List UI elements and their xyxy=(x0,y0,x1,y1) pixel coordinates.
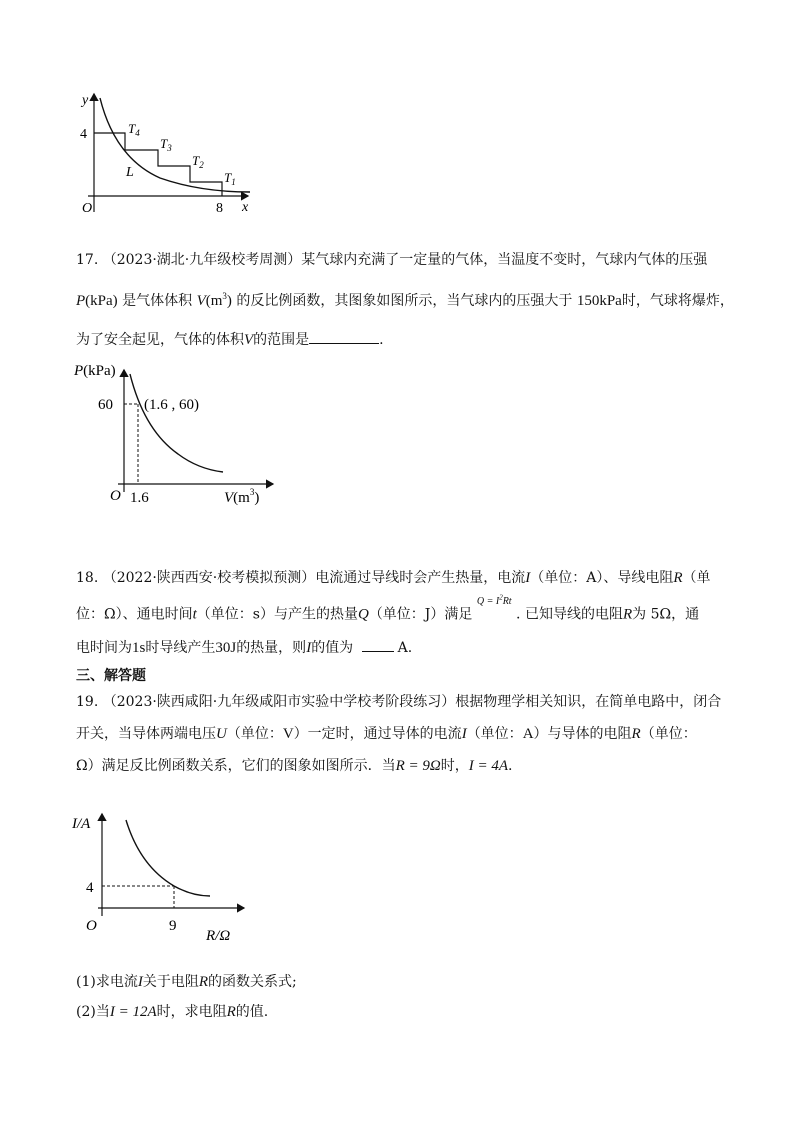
x-tick-9: 9 xyxy=(169,918,177,934)
q17-number: 17. xyxy=(76,252,99,268)
q19-I: I xyxy=(461,726,467,742)
q18-text2c: （单位：J）满足 xyxy=(368,606,473,623)
label-T3: $T_3$ xyxy=(160,136,172,153)
q18-heat: 30J xyxy=(215,640,237,656)
q19-part1-R: R xyxy=(198,974,209,990)
q17-line2 xyxy=(76,286,734,311)
q18-line1 xyxy=(76,568,711,588)
q19-text2c: ）一定时，通过导体的电流 xyxy=(293,726,462,742)
q19-U: U xyxy=(216,726,227,742)
q18-text3d: 的值为 xyxy=(311,640,354,656)
y-axis-label: P(kPa) xyxy=(74,363,116,379)
q18-text1c: （单 xyxy=(682,570,711,586)
q19-text2f: （单位： xyxy=(640,726,697,742)
q19-V-unit: V xyxy=(282,726,294,742)
q19-R: R xyxy=(631,726,641,742)
curve-L-label: L xyxy=(126,165,134,180)
q18-text2e: 为 5Ω，通 xyxy=(632,606,700,623)
q17-text3a: 为了安全起见，气体的体积 xyxy=(76,332,244,348)
q19-part2-c: 的值. xyxy=(235,1004,269,1020)
q18-line2 xyxy=(76,594,700,626)
q18-text3e: A. xyxy=(397,640,413,656)
q18-line3 xyxy=(76,638,412,658)
q19-part1-a: 求电流 xyxy=(95,974,138,990)
q19-text3a: Ω）满足反比例函数关系，它们的图象如图所示．当 xyxy=(76,758,396,774)
point-label: (1.6 , 60) xyxy=(144,397,199,413)
q18-I2: I xyxy=(306,640,312,656)
x-axis-label: x xyxy=(242,200,249,215)
y-tick-60: 60 xyxy=(98,397,113,413)
label-T1: $T_1$ xyxy=(224,170,236,187)
q18-Q: Q xyxy=(357,606,369,623)
q19-text3c: . xyxy=(508,758,513,774)
q18-text2a: 位：Ω）、通电时间 xyxy=(76,606,193,623)
q19-text1a: 根据物理学相关知识，在简单电路中，闭合 xyxy=(455,694,722,710)
q19-cond1: R = 9Ω xyxy=(395,758,441,774)
origin-label: O xyxy=(110,488,121,504)
q18-answer-blank[interactable] xyxy=(362,639,394,652)
q18-t: t xyxy=(192,606,197,623)
q18-text2b: （单位：s）与产生的热量 xyxy=(196,606,358,623)
origin-label: O xyxy=(86,918,97,934)
q19-part1-c: 的函数关系式; xyxy=(208,974,297,990)
inverse-curve xyxy=(130,374,223,472)
q19-part2-num: (2) xyxy=(76,1004,96,1020)
graph-17 xyxy=(68,360,298,510)
inverse-curve xyxy=(126,820,210,896)
y-axis-label: I/A xyxy=(72,816,91,832)
q18-text1b: （单位：A）、导线电阻 xyxy=(530,570,674,586)
q19-text2a: 开关，当导体两端电压 xyxy=(76,726,216,742)
q19-line2 xyxy=(76,724,697,744)
q17-text3b: 的范围是 xyxy=(253,332,310,348)
q17-text1: 某气球内充满了一定量的气体，当温度不变时，气球内气体的压强 xyxy=(301,252,708,268)
q17-pressure: 150kPa xyxy=(576,293,622,309)
q18-text3c: 的热量，则 xyxy=(236,640,307,656)
y-tick-4: 4 xyxy=(80,127,87,142)
label-T2: $T_2$ xyxy=(192,153,204,170)
q19-text2e: ）与导体的电阻 xyxy=(533,726,632,742)
q17-period: . xyxy=(379,332,384,348)
q18-formula: Q = I2Rt xyxy=(476,594,512,608)
y-axis-label: y xyxy=(82,93,89,108)
q18-R2: R xyxy=(622,606,633,623)
q19-part1-I: I xyxy=(137,974,143,990)
q19-text3b: 时， xyxy=(440,758,469,774)
q19-part2-b: 时，求电阻 xyxy=(156,1004,227,1020)
q17-text2b: 的反比例函数，其图象如图所示，当气球内的压强大于 xyxy=(236,293,573,309)
q19-source: （2023·陕西咸阳·九年级咸阳市实验中学校考阶段练习） xyxy=(102,694,456,710)
q19-part1-num: (1) xyxy=(76,974,96,990)
q19-text2d: （单位： xyxy=(466,726,523,742)
q17-V: V xyxy=(196,293,206,309)
q17-source: （2023·湖北·九年级校考周测） xyxy=(102,252,302,268)
q19-line3 xyxy=(76,756,512,776)
q17-text2a: 是气体体积 xyxy=(122,293,193,309)
label-T4: $T_4$ xyxy=(128,121,140,138)
q18-text3b: 时导线产生 xyxy=(145,640,216,656)
section-heading: 三、解答题 xyxy=(76,668,146,684)
q19-A-unit: A xyxy=(522,726,534,742)
y-tick-4: 4 xyxy=(86,880,94,896)
q19-part2 xyxy=(76,1002,268,1022)
q19-part2-cond: I = 12A xyxy=(109,1004,157,1020)
x-axis-label: R/Ω xyxy=(206,928,231,944)
q17-text2c: 时，气球将爆炸， xyxy=(621,293,734,309)
q19-part1-b: 关于电阻 xyxy=(142,974,199,990)
q19-cond2: I = 4A xyxy=(468,758,509,774)
q17-P-unit: (kPa) xyxy=(85,293,118,309)
q18-source: （2022·陕西西安·校考模拟预测） xyxy=(102,570,316,586)
q18-text1a: 电流通过导线时会产生热量，电流 xyxy=(315,570,526,586)
q17-line1 xyxy=(76,250,707,270)
q19-part1 xyxy=(76,972,297,992)
q17-V2: V xyxy=(244,332,254,348)
q18-text3a: 电时间为 xyxy=(76,640,132,656)
q19-number: 19. xyxy=(76,694,99,710)
q18-I: I xyxy=(525,570,531,586)
q17-line3 xyxy=(76,330,384,350)
x-tick-1.6: 1.6 xyxy=(130,490,149,506)
q19-part2-R: R xyxy=(226,1004,236,1020)
q19-line1 xyxy=(76,692,721,712)
q18-time: 1s xyxy=(132,640,146,656)
q19-text2b: （单位： xyxy=(226,726,283,742)
q18-text2d: . 已知导线的电阻 xyxy=(516,606,623,623)
q19-part2-a: 当 xyxy=(95,1004,110,1020)
graph-19 xyxy=(68,808,268,948)
x-axis-label: $V(m^3)$ xyxy=(224,487,260,506)
x-tick-8: 8 xyxy=(216,201,223,216)
q17-answer-blank[interactable] xyxy=(309,331,379,344)
q18-R: R xyxy=(673,570,683,586)
q17-P: P xyxy=(76,293,86,309)
origin-label: O xyxy=(82,201,93,216)
q17-V-unit: $(m^3)$ xyxy=(205,291,232,309)
step-graph xyxy=(70,88,270,218)
q18-number: 18. xyxy=(76,570,99,586)
